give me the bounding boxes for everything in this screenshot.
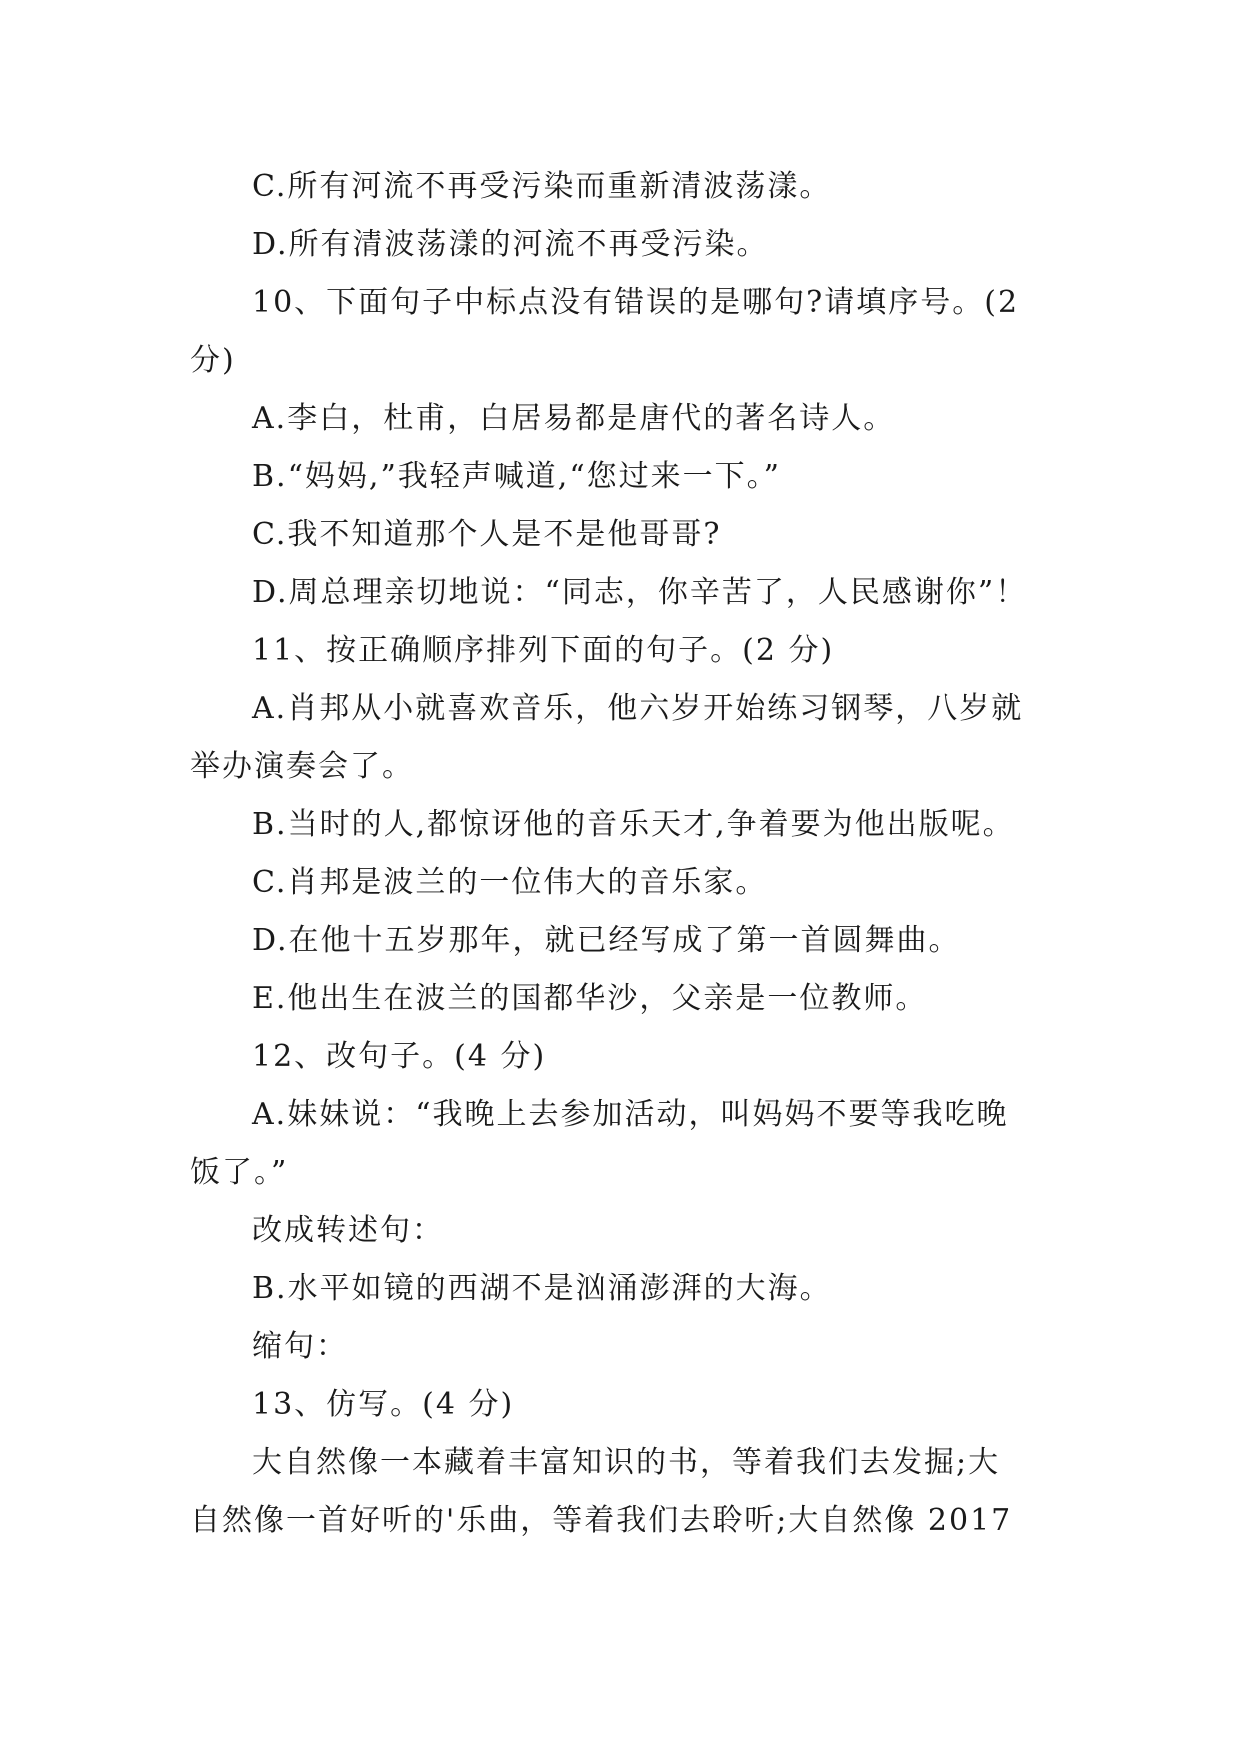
q13-title: 13、仿写。(4 分) [252,1387,515,1422]
q10-title-line-1: 10、下面句子中标点没有错误的是哪句?请填序号。(2 [252,285,1020,320]
q11-title: 11、按正确顺序排列下面的句子。(2 分) [252,633,835,668]
q12-sentence-b: B.水平如镜的西湖不是汹涌澎湃的大海。 [252,1271,832,1306]
q12-task-shorten: 缩句： [252,1329,348,1364]
q9-option-d: D.所有清波荡漾的河流不再受污染。 [252,227,769,262]
q10-option-b: B.“妈妈,”我轻声喊道,“您过来一下。” [252,459,782,494]
q12-sentence-a-line-1: A.妹妹说：“我晚上去参加活动，叫妈妈不要等我吃晚 [252,1097,1009,1132]
q10-title-line-2: 分) [190,343,236,378]
q9-option-c: C.所有河流不再受污染而重新清波荡漾。 [252,169,832,204]
q11-option-b: B.当时的人,都惊讶他的音乐天才,争着要为他出版呢。 [252,807,1015,842]
q13-body-line-2: 自然像一首好听的'乐曲，等着我们去聆听;大自然像 2017 [190,1503,1013,1538]
q11-option-d: D.在他十五岁那年，就已经写成了第一首圆舞曲。 [252,923,961,958]
q11-option-c: C.肖邦是波兰的一位伟大的音乐家。 [252,865,768,900]
q11-option-a-line-2: 举办演奏会了。 [190,749,414,784]
q13-body-line-1: 大自然像一本藏着丰富知识的书，等着我们去发掘;大 [252,1445,1001,1480]
q10-option-d: D.周总理亲切地说：“同志，你辛苦了，人民感谢你”！ [252,575,1028,610]
q10-option-a: A.李白，杜甫，白居易都是唐代的著名诗人。 [252,401,896,436]
q10-option-c: C.我不知道那个人是不是他哥哥? [252,517,722,552]
q12-sentence-a-line-2: 饭了。” [190,1155,289,1190]
q12-title: 12、改句子。(4 分) [252,1039,547,1074]
document-body [190,158,1058,1550]
q11-option-e: E.他出生在波兰的国都华沙，父亲是一位教师。 [252,981,928,1016]
q12-task-reported-speech: 改成转述句： [252,1213,444,1248]
q11-option-a-line-1: A.肖邦从小就喜欢音乐，他六岁开始练习钢琴，八岁就 [252,691,1024,726]
